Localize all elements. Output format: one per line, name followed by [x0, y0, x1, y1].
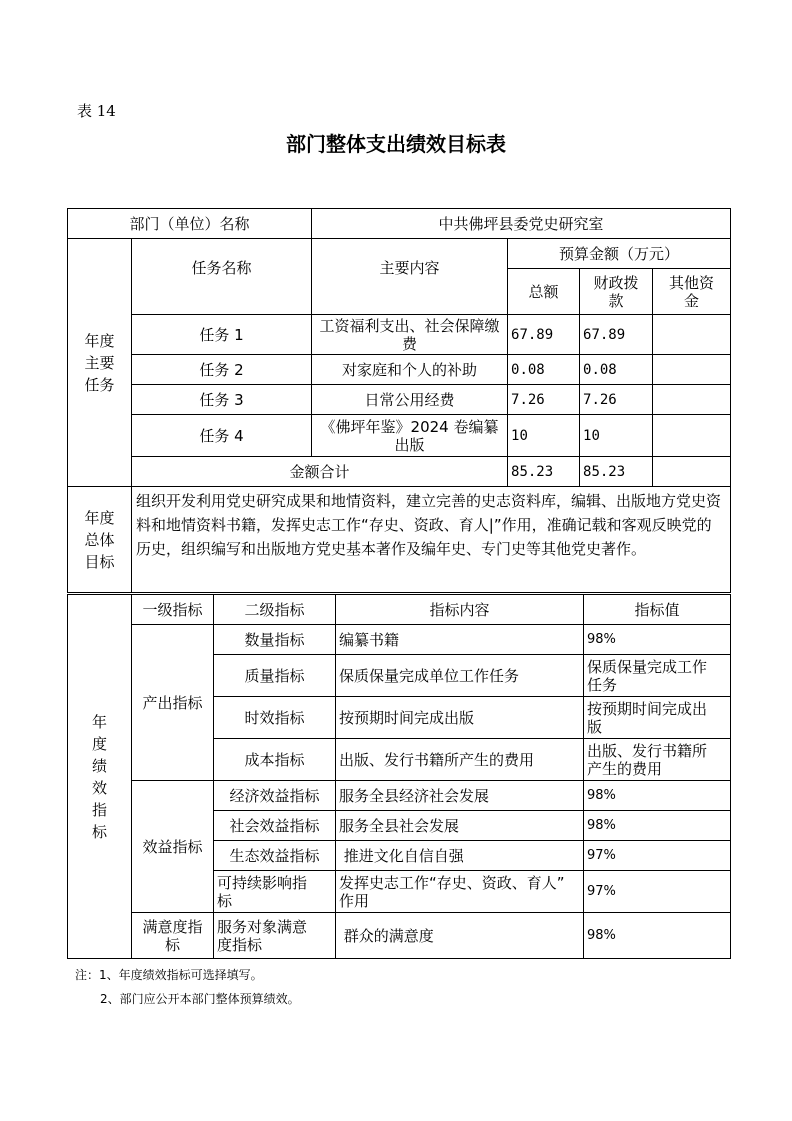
- sum-fiscal: 85.23: [580, 457, 653, 487]
- indicator-content: 服务全县经济社会发展: [336, 781, 584, 811]
- sum-other: [653, 457, 731, 487]
- level2-indicator: 服务对象满意 度指标: [214, 913, 336, 959]
- task-other: [653, 415, 731, 457]
- level1-header: 一级指标: [132, 595, 214, 625]
- task-other: [653, 385, 731, 415]
- indicator-value-header: 指标值: [584, 595, 731, 625]
- indicator-content: 出版、发行书籍所产生的费用: [336, 739, 584, 781]
- table-number-label: 表 14: [77, 102, 116, 120]
- budget-task-table: [67, 208, 731, 593]
- task-content: 日常公用经费: [312, 385, 508, 415]
- footnote-1: 注：1、年度绩效指标可选择填写。: [75, 968, 263, 982]
- task-other: [653, 355, 731, 385]
- annual-goal-label: 年度 总体 目标: [68, 487, 132, 593]
- task-fiscal: 67.89: [580, 315, 653, 355]
- indicator-content: 推进文化自信自强: [336, 841, 584, 871]
- indicator-content-header: 指标内容: [336, 595, 584, 625]
- task-content: 工资福利支出、社会保障缴 费: [312, 315, 508, 355]
- indicator-value: 保质保量完成工作 任务: [584, 655, 731, 697]
- sum-total: 85.23: [508, 457, 580, 487]
- level2-indicator: 生态效益指标: [214, 841, 336, 871]
- indicator-content: 群众的满意度: [336, 913, 584, 959]
- budget-header: 预算金额（万元）: [508, 239, 731, 269]
- task-name: 任务 1: [132, 315, 312, 355]
- level2-indicator: 数量指标: [214, 625, 336, 655]
- task-total: 67.89: [508, 315, 580, 355]
- other-header: 其他资 金: [653, 269, 731, 315]
- task-content: 《佛坪年鉴》2024 卷编纂 出版: [312, 415, 508, 457]
- dept-name: 中共佛坪县委党史研究室: [312, 209, 731, 239]
- indicator-value: 98%: [584, 625, 731, 655]
- dept-label: 部门（单位）名称: [68, 209, 312, 239]
- task-name: 任务 2: [132, 355, 312, 385]
- level2-header: 二级指标: [214, 595, 336, 625]
- level2-indicator: 质量指标: [214, 655, 336, 697]
- indicator-value: 97%: [584, 871, 731, 913]
- indicator-value: 按预期时间完成出 版: [584, 697, 731, 739]
- level2-indicator: 成本指标: [214, 739, 336, 781]
- task-name-header: 任务名称: [132, 239, 312, 315]
- indicator-value: 98%: [584, 913, 731, 959]
- annual-tasks-label: 年度 主要 任务: [68, 239, 132, 487]
- indicator-content: 发挥史志工作“存史、资政、育人” 作用: [336, 871, 584, 913]
- indicator-content: 服务全县社会发展: [336, 811, 584, 841]
- task-fiscal: 10: [580, 415, 653, 457]
- task-other: [653, 315, 731, 355]
- output-indicator-label: 产出指标: [132, 625, 214, 781]
- indicator-value: 98%: [584, 781, 731, 811]
- task-total: 0.08: [508, 355, 580, 385]
- level2-indicator: 时效指标: [214, 697, 336, 739]
- indicator-value: 97%: [584, 841, 731, 871]
- task-name: 任务 4: [132, 415, 312, 457]
- task-name: 任务 3: [132, 385, 312, 415]
- fiscal-header: 财政拨 款: [580, 269, 653, 315]
- task-content: 对家庭和个人的补助: [312, 355, 508, 385]
- task-total: 10: [508, 415, 580, 457]
- total-header: 总额: [508, 269, 580, 315]
- indicator-content: 保质保量完成单位工作任务: [336, 655, 584, 697]
- performance-label: 年 度 绩 效 指 标: [68, 595, 132, 959]
- satisfaction-indicator-label: 满意度指 标: [132, 913, 214, 959]
- annual-goal-text: 组织开发利用党史研究成果和地情资料，建立完善的史志资料库，编辑、出版地方党史资料和地情资料书籍，发挥史志工作“存史、资政、育人|”作用，准确记载和客观反映党的历史，组织编写和出版地方党史基本著作及编年史、专门史等其他党史著作。: [132, 487, 731, 593]
- main-content-header: 主要内容: [312, 239, 508, 315]
- indicator-content: 按预期时间完成出版: [336, 697, 584, 739]
- task-total: 7.26: [508, 385, 580, 415]
- sum-label: 金额合计: [132, 457, 508, 487]
- performance-indicator-table: [67, 594, 731, 959]
- benefit-indicator-label: 效益指标: [132, 781, 214, 913]
- footnote-2: 2、部门应公开本部门整体预算绩效。: [100, 992, 300, 1006]
- page-title: 部门整体支出绩效目标表: [286, 132, 506, 156]
- level2-indicator: 社会效益指标: [214, 811, 336, 841]
- task-fiscal: 0.08: [580, 355, 653, 385]
- task-fiscal: 7.26: [580, 385, 653, 415]
- indicator-value: 98%: [584, 811, 731, 841]
- indicator-content: 编纂书籍: [336, 625, 584, 655]
- level2-indicator: 经济效益指标: [214, 781, 336, 811]
- level2-indicator: 可持续影响指 标: [214, 871, 336, 913]
- indicator-value: 出版、发行书籍所 产生的费用: [584, 739, 731, 781]
